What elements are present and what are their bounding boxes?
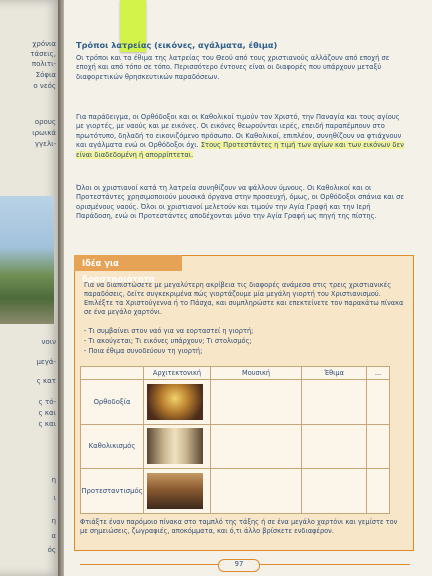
left-fragment: πολιτι- xyxy=(31,60,56,68)
activity-intro: Για να διαπιστώσετε με μεγαλύτερη ακρίβεια τις διαφορές ανάμεσα στις τρεις χριστιανικές παραδόσεις, δείτε συγκεκριμένα πώς γιορτάζουμε μία μεγάλη γιορτή του Χριστιανισμού. Επιλέξτε τα Χριστούγεννα ή το Πάσχα, και συμπληρώστε και επεκτείνετε τον παρακάτω πίνακα σε ένα μεγάλο χαρτόνι. xyxy=(84,281,404,316)
orthodox-church-photo xyxy=(147,384,203,420)
left-fragment: ς τό- xyxy=(38,398,56,406)
left-fragment: η xyxy=(51,517,56,525)
architecture-cell xyxy=(144,380,211,425)
left-page xyxy=(0,0,60,576)
column-header: ... xyxy=(367,367,390,380)
left-fragment: νοιν xyxy=(41,338,56,346)
row-label: Καθολικισμός xyxy=(81,424,144,469)
table-cell xyxy=(302,469,367,514)
row-label: Προτεσταντισμός xyxy=(81,469,144,514)
row-label: Ορθοδοξία xyxy=(81,380,144,425)
activity-header: Ιδέα για δραστηριότητα xyxy=(74,255,182,271)
architecture-cell xyxy=(144,469,211,514)
left-fragment: ός xyxy=(47,546,56,554)
activity-footer: Φτιάξτε έναν παρόμοιο πίνακα στο ταμπλό της τάξης ή σε ένα μεγάλο χαρτόνι και γεμίστε τον με σημειώσεις, ζωγραφιές, αποκόμματα, και ό,τι άλλο βρίσκετε ενδιαφέρον. xyxy=(80,518,398,535)
table-row xyxy=(81,469,390,514)
activity-question: - Τι συμβαίνει στον ναό για να εορταστεί η γιορτή; xyxy=(84,327,254,335)
paragraph-1: Οι τρόποι και τα έθιμα της λατρείας του Θεού από τους χριστιανούς αλλάζουν από εποχή σε εποχή και από τόπο σε τόπο. Περισσότερο έντονες είναι οι διαφορές που υπάρχουν μεταξύ διαφορετικών θρησκευτικών παραδόσεων. xyxy=(76,54,390,81)
comparison-table xyxy=(80,366,390,514)
table-cell xyxy=(211,380,302,425)
left-fragment: ο νεός xyxy=(33,82,56,90)
column-header: Μουσική xyxy=(211,367,302,380)
left-page-photo xyxy=(0,196,54,324)
left-fragment: ς και xyxy=(38,409,56,417)
architecture-cell xyxy=(144,424,211,469)
catholic-church-photo xyxy=(147,428,203,464)
left-fragment: ορους xyxy=(34,118,56,126)
left-fragment: ς και xyxy=(38,420,56,428)
left-fragment: Σόφια xyxy=(35,71,56,79)
table-row xyxy=(81,380,390,425)
table-cell xyxy=(211,424,302,469)
left-fragment: ιρωικά xyxy=(32,129,56,137)
page-number: 97 xyxy=(218,559,260,572)
table-cell xyxy=(367,469,390,514)
paragraph-2: Για παράδειγμα, οι Ορθόδοξοι και οι Καθολικοί τιμούν τον Χριστό, την Παναγία και τους αγίους με γιορτές, με ναούς και με εικόνες. Οι εικόνες θεωρούνται ιερές, επειδή παραπέμπουν στο πρωτότυπο, δηλαδή το εικονιζόμενο πρόσωπο. Οι Καθολικοί, επιπλέον, συνηθίζουν να φτιάχνουν και αγάλματα ενώ οι Ορθόδοξοι όχι. Στους Προτεστάντες η τιμή των αγίων και των εικόνων δεν είναι διαδεδομένη ή απορρίπτεται. xyxy=(76,113,404,159)
left-fragment: α xyxy=(51,532,56,540)
left-fragment: ς κατ xyxy=(36,377,56,385)
table-row xyxy=(81,424,390,469)
table-cell xyxy=(367,380,390,425)
table-cell xyxy=(302,424,367,469)
left-fragment: γγελι- xyxy=(34,140,56,148)
column-header: Έθιμα xyxy=(302,367,367,380)
table-corner xyxy=(81,367,144,380)
protestant-church-photo xyxy=(147,473,203,509)
table-cell xyxy=(302,380,367,425)
left-fragment: χρόνια xyxy=(32,40,56,48)
activity-question: - Τι ακούγεται; Τι εικόνες υπάρχουν; Τι στολισμός; xyxy=(84,337,252,345)
activity-question: - Ποια έθιμα συνοδεύουν τη γιορτή; xyxy=(84,347,203,355)
column-header: Αρχιτεκτονική xyxy=(144,367,211,380)
table-cell xyxy=(211,469,302,514)
left-fragment: μεγά- xyxy=(36,358,56,366)
left-fragment: η xyxy=(51,476,56,484)
highlighted-text: Στους Προτεστάντες η τιμή των αγίων και των εικόνων δεν είναι διαδεδομένη ή απορρίπτεται. xyxy=(76,141,404,159)
left-fragment: τάσεις, xyxy=(30,50,56,58)
left-fragment: ι xyxy=(53,494,56,502)
section-title: Τρόποι λατρείας (εικόνες, αγάλματα, έθιμα) xyxy=(76,40,278,50)
table-cell xyxy=(367,424,390,469)
paragraph-3: Όλοι οι χριστιανοί κατά τη λατρεία συνηθίζουν να ψάλλουν ύμνους. Οι Καθολικοί και οι Προτεστάντες χρησιμοποιούν μουσικά όργανα στην προσευχή, όμως, οι Ορθόδοξοι σπάνια και σε ορισμένους ναούς. Όλοι οι χριστιανοί μελετούν και τιμούν την Αγία Γραφή και την Ιερή Παράδοση, ενώ οι Προτεστάντες αποδέχονται μόνο την Αγία Γραφή ως πηγή της πίστης. xyxy=(76,184,404,221)
